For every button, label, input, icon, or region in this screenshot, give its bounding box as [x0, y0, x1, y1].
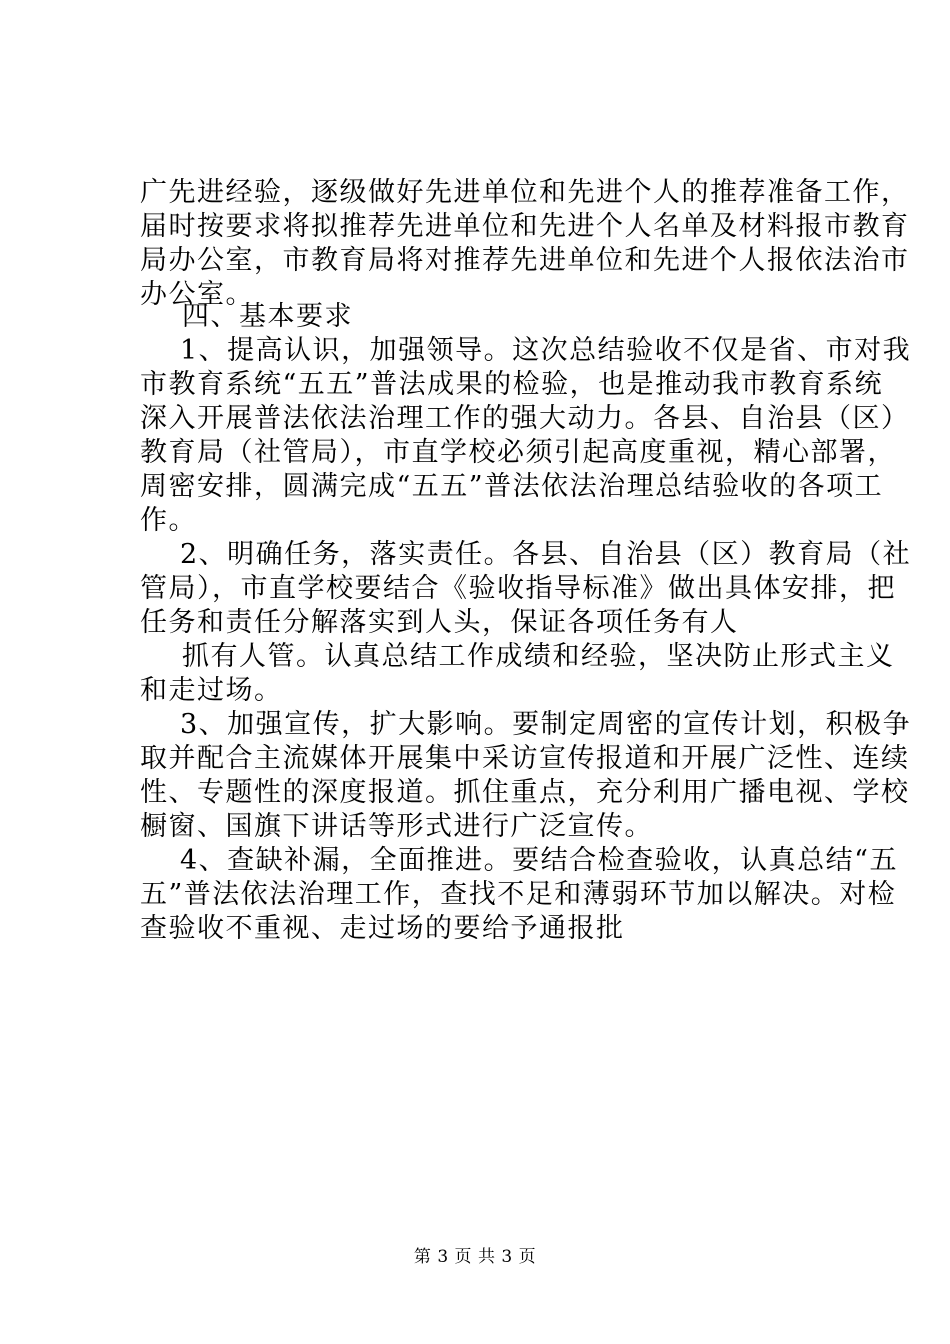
body-text-line: 五”普法依法治理工作，查找不足和薄弱环节加以解决。对检 [140, 879, 897, 910]
body-text-line: 3、加强宣传，扩大影响。要制定周密的宣传计划，积极争 [180, 709, 912, 740]
body-text-line: 市教育系统“五五”普法成果的检验，也是推动我市教育系统 [140, 369, 884, 400]
body-text-line: 管局），市直学校要结合《验收指导标准》做出具体安排，把 [140, 573, 896, 604]
body-text-line: 办公室。 [140, 279, 254, 310]
body-text-line: 1、提高认识，加强领导。这次总结验收不仅是省、市对我 [180, 335, 912, 366]
section-heading: 四、基本要求 [182, 301, 353, 332]
page-number-footer: 第 3 页 共 3 页 [413, 1247, 537, 1267]
body-text-line: 查验收不重视、走过场的要给予通报批 [140, 913, 625, 944]
body-text-line: 2、明确任务，落实责任。各县、自治县（区）教育局（社 [180, 539, 912, 570]
body-text-line: 教育局（社管局），市直学校必须引起高度重视，精心部署， [140, 437, 896, 468]
body-text-line: 深入开展普法依法治理工作的强大动力。各县、自治县（区） [140, 403, 910, 434]
body-text-line: 4、查缺补漏，全面推进。要结合检查验收，认真总结“五 [180, 845, 898, 876]
body-text-line: 周密安排，圆满完成“五五”普法依法治理总结验收的各项工 [140, 471, 884, 502]
body-text-line: 抓有人管。认真总结工作成绩和经验，坚决防止形式主义 [182, 641, 895, 672]
body-text-line: 广先进经验，逐级做好先进单位和先进个人的推荐准备工作， [140, 177, 910, 208]
body-text-line: 局办公室，市教育局将对推荐先进单位和先进个人报依法治市 [140, 245, 910, 276]
body-text-line: 届时按要求将拟推荐先进单位和先进个人名单及材料报市教育 [140, 211, 910, 242]
body-text-line: 取并配合主流媒体开展集中采访宣传报道和开展广泛性、连续 [140, 743, 910, 774]
body-text-line: 和走过场。 [140, 675, 283, 706]
body-text-line: 性、专题性的深度报道。抓住重点，充分利用广播电视、学校 [140, 777, 910, 808]
body-text-line: 橱窗、国旗下讲话等形式进行广泛宣传。 [140, 811, 653, 842]
body-text-line: 任务和责任分解落实到人头，保证各项任务有人 [140, 607, 739, 638]
body-text-line: 作。 [140, 505, 197, 536]
